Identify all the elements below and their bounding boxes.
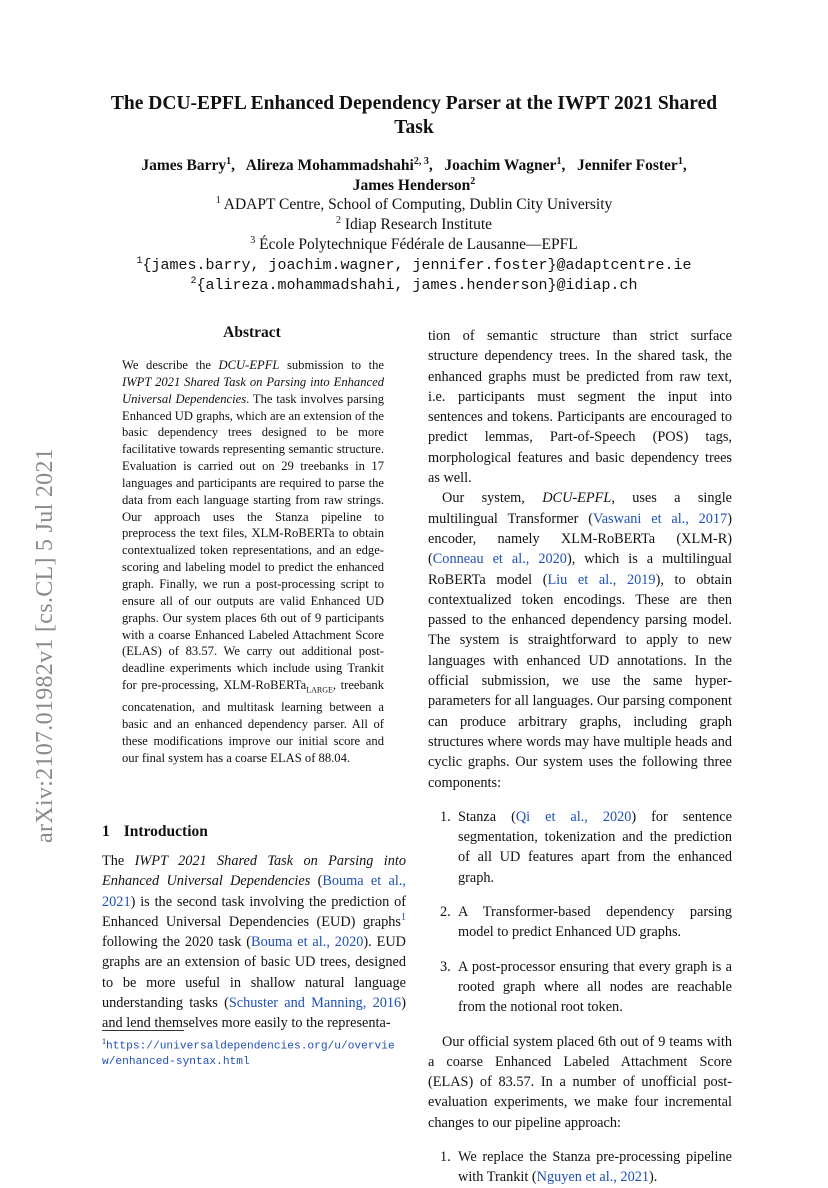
email-text[interactable]: {james.barry, joachim.wagner, jennifer.foster}@adaptcentre.ie [142,257,692,274]
body-text: , uses a single multilingual Transformer ( [428,490,733,527]
body-text: ). EUD graphs are an extension of basic UD trees, designed to be more useful in shallow natural language understanding tasks ( [102,934,407,1012]
body-text: ) is the second task involving the prediction of Enhanced Universal Dependencies (EUD) graphs [102,893,406,930]
affiliation [96,195,732,215]
body-text: ), to obtain contextualized token encodings. These are then passed to the enhanced dependency parsing model. The system is straightforward to apply to new languages with enhanced UD annotations. In the official submission, we use the same hyper-parameters for all languages. Our parsing component can produce arbitrary graphs, including graph structures where words may have multiple heads and cyclic graphs. Our system uses the following three components: [428,571,732,791]
abstract-body [122,357,384,767]
body-paragraph: tion of semantic structure than strict surface structure dependency trees. In the shared task, the enhanced graphs must be predicted from raw text, i.e. participants must segment the input into sentences and tokens. Participants are encouraged to predict lemmas, Part-of-Speech (POS) tags, morphological features and basic dependency trees as well. [428,328,732,487]
email-line [96,256,732,276]
list-item [428,1147,732,1188]
body-text: The [102,853,135,869]
citation-link[interactable]: Conneau et al., 2020 [432,551,567,568]
intro-paragraph [102,851,406,1034]
section-title: Introduction [123,823,208,840]
author-affil-mark: 2, 3 [413,155,429,167]
author-affil-mark: 1 [226,155,232,167]
paper-title: The DCU-EPFL Enhanced Dependency Parser at the IWPT 2021 Shared Task [110,93,718,138]
citation-link[interactable]: Bouma et al., 2020 [251,934,364,951]
body-text: ), which is a multilingual RoBERTa model ( [428,551,732,588]
body-paragraph [428,488,732,792]
affil-mark: 1 [215,194,221,206]
system-name: DCU-EPFL [218,358,280,372]
email-line [96,276,732,296]
model-size-subscript: LARGE [306,685,333,695]
body-text: following the 2020 task ( [102,934,252,951]
footnote-ref-link[interactable]: 1 [401,912,406,924]
arxiv-stamp: arXiv:2107.01982v1 [cs.CL] 5 Jul 2021 [32,447,58,843]
list-item [428,807,732,888]
email-text[interactable]: {alireza.mohammadshahi, james.henderson}@idiap.ch [196,277,638,294]
author-name: James Barry [141,157,227,174]
citation-link[interactable]: Qi et al., 2020 [515,808,632,825]
body-text: We replace the Stanza pre-processing pipeline with Trankit ( [458,1148,732,1186]
abstract-text: , treebank concatenation, and multitask learning between a basic and an enhanced dependency parser. All of these modifications improve our initial score and our final system has a coarse ELAS of 88.04. [122,678,385,765]
body-text: Stanza ( [458,808,516,825]
list-number: 1. [440,808,451,825]
body-text: ) for sentence segmentation, tokenization and the prediction of all UD features apart from the enhanced graph. [458,808,732,886]
task-name: IWPT 2021 Shared Task on Parsing into Enhanced Universal Dependencies [102,853,406,890]
affiliation-text: Idiap Research Institute [344,216,493,233]
section-heading [102,823,208,841]
body-text: ) encoder, namely XLM-RoBERTa (XLM-R) ( [428,510,732,568]
body-paragraph: Our official system placed 6th out of 9 teams with a coarse Enhanced Labeled Attachment Score (ELAS) of 83.57. In a number of unofficial post-evaluation experiments, we make four incremental changes to our pipeline approach: [428,1033,732,1131]
system-name: DCU-EPFL [542,490,612,507]
abstract-heading: Abstract [223,324,281,341]
affil-mark: 3 [250,234,256,246]
citation-link[interactable]: Liu et al., 2019 [547,571,656,588]
affiliation [96,215,732,235]
citation-link[interactable]: Bouma et al., 2021 [102,873,406,910]
citation-link[interactable]: Nguyen et al., 2021 [536,1169,650,1186]
task-name: IWPT 2021 Shared Task on Parsing into Enhanced Universal Dependencies [122,374,384,406]
list-number: 2. [440,904,451,921]
author-line [96,175,732,197]
body-text: A post-processor ensuring that every graph is a rooted graph where all nodes are reachable from the notional root token. [458,958,732,1016]
body-text: ( [310,873,323,890]
right-column [428,326,732,1188]
footnote-url-link[interactable]: https://universaldependencies.org/u/overview/enhanced-syntax.html [102,1040,395,1068]
author-name: James Henderson [352,177,471,194]
body-text: A Transformer-based dependency parsing model to predict Enhanced UD graphs. [458,904,732,941]
footnote-rule [102,1030,184,1031]
body-text: ). [649,1169,658,1186]
footnote-mark: 1 [102,1037,106,1046]
author-name: Alireza Mohammadshahi [245,157,414,174]
affiliation-text: ADAPT Centre, School of Computing, Dublin City University [223,196,613,213]
body-text: ) and lend themselves more easily to the representa- [102,995,406,1032]
author-affil-mark: 1 [677,155,683,167]
affiliation [96,235,732,255]
abstract-text: We describe the [122,358,219,372]
citation-link[interactable]: Vaswani et al., 2017 [592,510,728,527]
citation-link[interactable]: Schuster and Manning, 2016 [228,995,402,1012]
affil-mark: 2 [190,276,197,287]
body-text: Our system, [442,490,543,507]
author-name: Joachim Wagner [444,157,557,174]
list-item [428,957,732,1018]
list-number: 1. [440,1148,451,1165]
abstract-text: . The task involves parsing Enhanced UD graphs, which are an extension of the basic dependency trees designed to be more facilitative towards representing semantic structure. Evaluation is carried out on 29 treebanks in 17 languages and participants are required to parse the data from each language starting from raw strings. Our approach uses the Stanza pipeline to preprocess the text files, XLM-RoBERTa to obtain contextualized token representations, and an edge-scoring and labeling model to predict the enhanced graph. Finally, we run a post-processing script to ensure all of our outputs are valid Enhanced UD graphs. Our system places 6th out of 9 participants with a coarse Enhanced Labeled Attachment Score (ELAS) of 83.57. We carry out additional post-deadline experiments which include using Trankit for pre-processing, XLM-RoBERTa [122,391,384,693]
footnote [102,1034,406,1070]
abstract-text: submission to the [279,358,384,372]
list-number: 3. [440,958,451,975]
author-name: Jennifer Foster [576,157,678,174]
list-item [428,902,732,943]
author-line: James Barry$^1$, Alireza Mohammadshahi$^{2, 3}$, Joachim Wagner$^1$, Jennifer Foster$^1$, [141,155,687,174]
affil-mark: 2 [335,214,341,226]
author-affil-mark: 1 [556,155,562,167]
affil-mark: 1 [136,256,143,267]
section-number: 1 [102,823,110,840]
affiliation-text: École Polytechnique Fédérale de Lausanne—EPFL [259,236,578,253]
author-affil-mark: 2 [470,175,476,187]
